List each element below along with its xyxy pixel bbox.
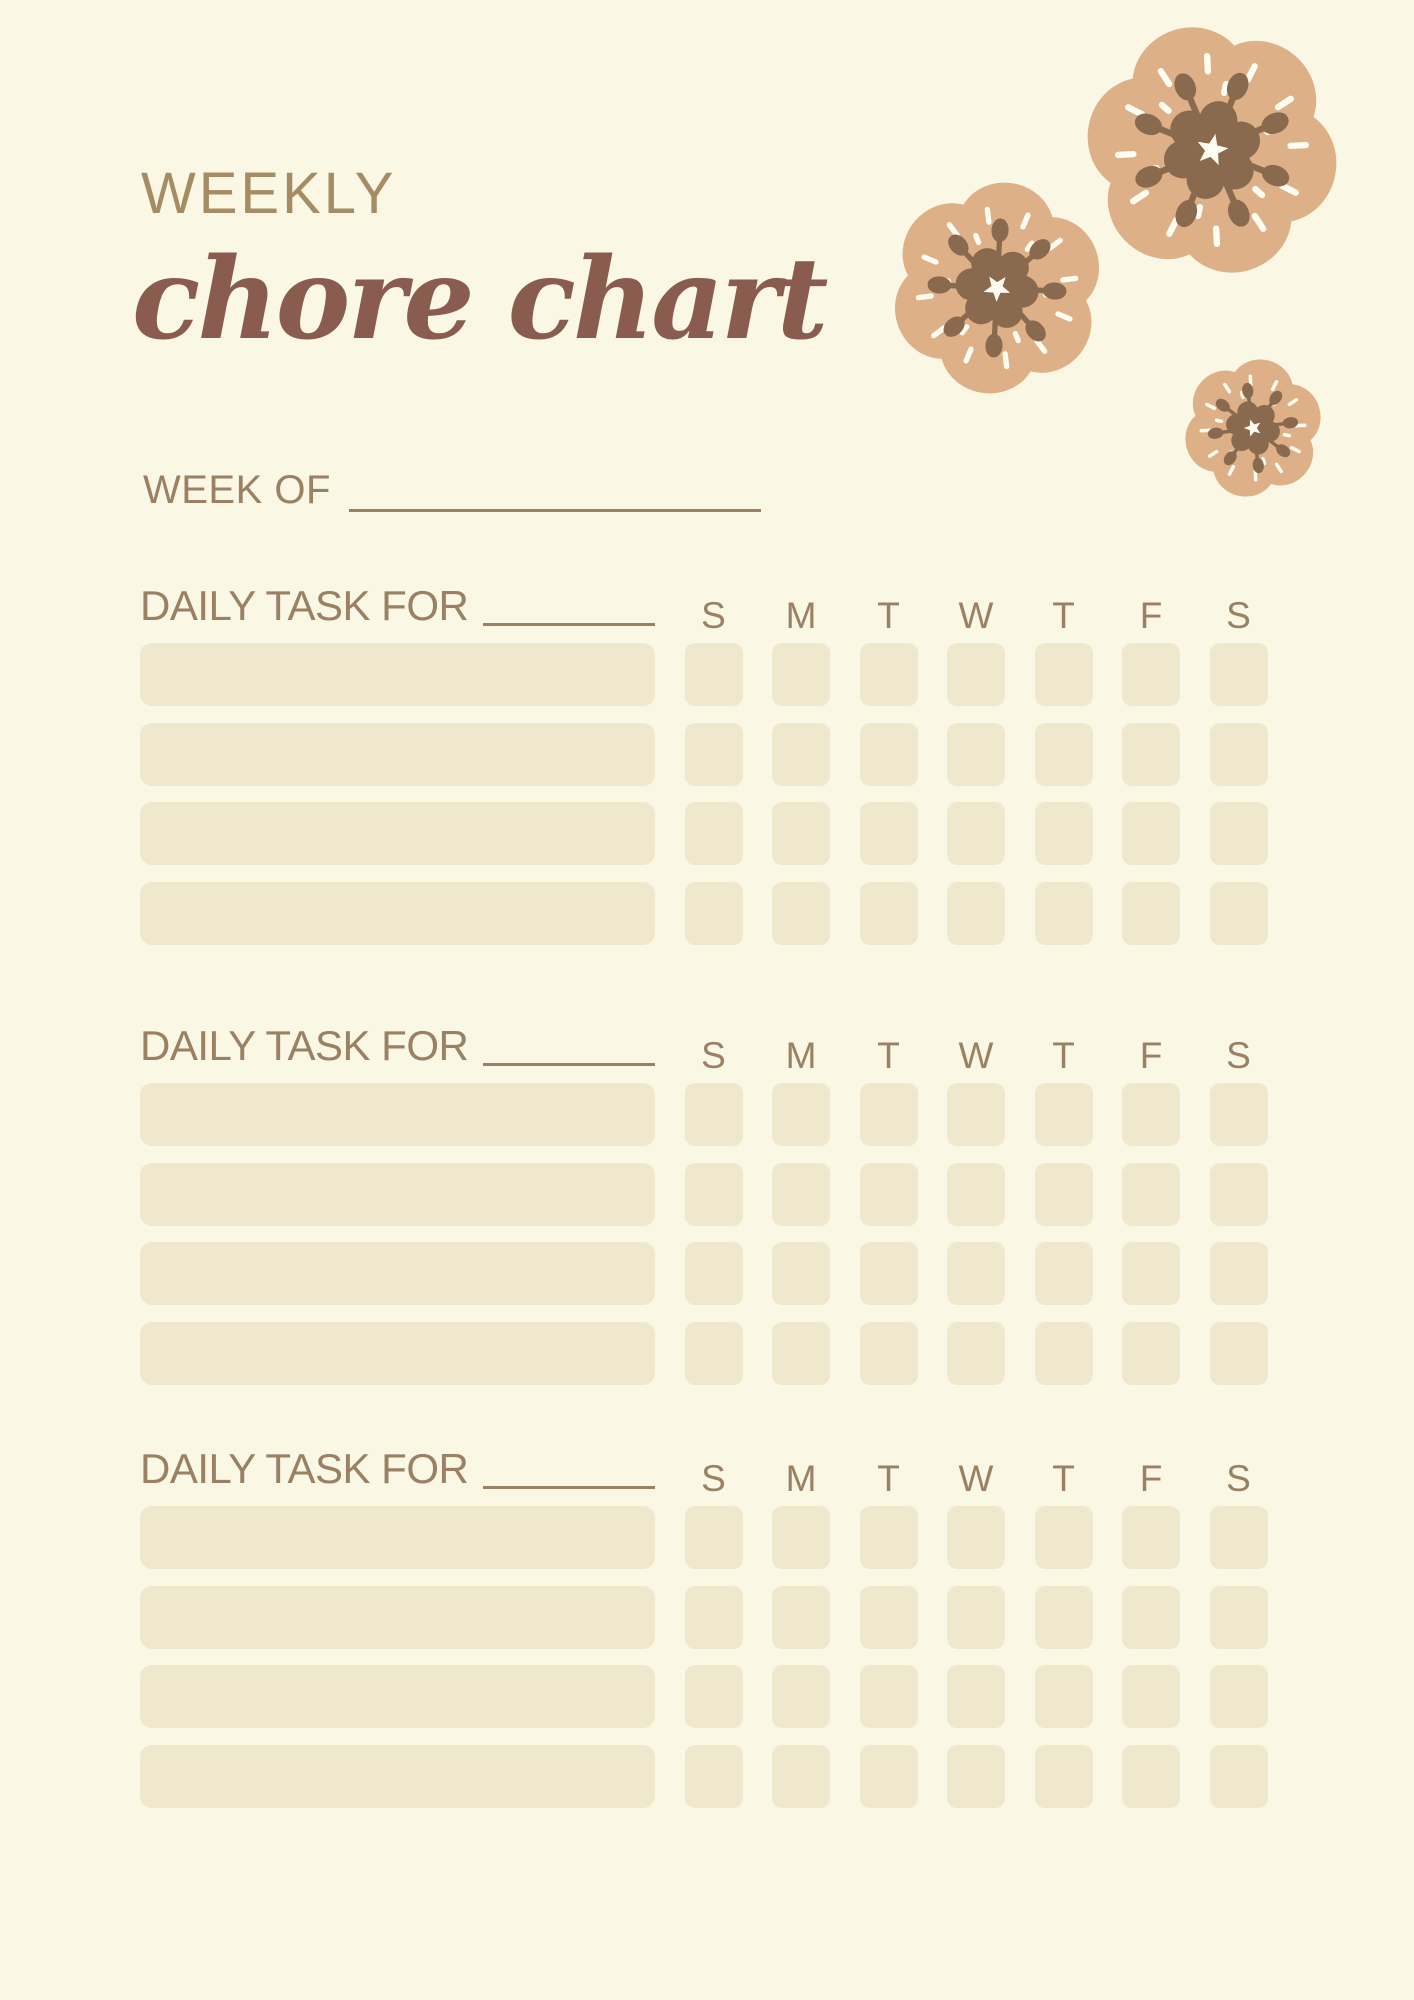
day-checkbox[interactable] — [1122, 1242, 1180, 1305]
day-checkbox[interactable] — [947, 643, 1005, 706]
day-checkbox[interactable] — [685, 1322, 743, 1385]
day-checkbox[interactable] — [1122, 723, 1180, 786]
day-checkbox[interactable] — [1210, 643, 1268, 706]
day-checkbox[interactable] — [1122, 1083, 1180, 1146]
task-input-bar[interactable] — [140, 723, 655, 786]
day-checkbox[interactable] — [860, 1665, 918, 1728]
day-checkbox[interactable] — [1210, 1083, 1268, 1146]
day-letter: M — [785, 1035, 817, 1076]
day-checkbox[interactable] — [947, 882, 1005, 945]
day-checkbox[interactable] — [772, 643, 830, 706]
task-row — [140, 723, 1268, 786]
task-row — [140, 802, 1268, 865]
flower-icon — [1060, 0, 1363, 311]
day-checkbox[interactable] — [1122, 1163, 1180, 1226]
day-checkbox[interactable] — [685, 643, 743, 706]
task-row — [140, 1586, 1268, 1649]
task-row — [140, 882, 1268, 945]
day-checkbox[interactable] — [860, 643, 918, 706]
day-checkbox[interactable] — [860, 802, 918, 865]
task-row — [140, 1163, 1268, 1226]
day-letter: M — [785, 595, 817, 636]
day-checkbox[interactable] — [1035, 723, 1093, 786]
day-checkbox[interactable] — [685, 1242, 743, 1305]
task-name-input-line[interactable] — [483, 1448, 655, 1489]
day-checkbox[interactable] — [1122, 882, 1180, 945]
day-checkbox[interactable] — [1035, 1163, 1093, 1226]
task-row — [140, 1083, 1268, 1146]
task-input-bar[interactable] — [140, 1665, 655, 1728]
day-checkbox[interactable] — [860, 1322, 918, 1385]
task-section — [140, 1022, 1268, 1401]
day-checkbox[interactable] — [947, 802, 1005, 865]
task-input-bar[interactable] — [140, 643, 655, 706]
day-letter: S — [701, 1458, 726, 1499]
day-checkbox[interactable] — [1035, 1665, 1093, 1728]
day-checkbox[interactable] — [772, 723, 830, 786]
flower-icon — [1164, 335, 1343, 520]
day-letter: W — [958, 595, 994, 636]
daily-task-label: DAILY TASK FOR — [140, 1022, 469, 1069]
day-checkbox[interactable] — [947, 1083, 1005, 1146]
day-checkbox[interactable] — [772, 802, 830, 865]
day-checkbox[interactable] — [1210, 1506, 1268, 1569]
day-checkbox[interactable] — [1035, 1745, 1093, 1808]
section-header — [140, 1445, 1268, 1499]
day-checkbox[interactable] — [947, 723, 1005, 786]
day-letter: S — [1226, 1035, 1251, 1076]
section-header — [140, 582, 1268, 636]
day-checkbox[interactable] — [1122, 1745, 1180, 1808]
task-section — [140, 582, 1268, 961]
day-checkbox[interactable] — [772, 1506, 830, 1569]
day-checkbox[interactable] — [860, 882, 918, 945]
day-checkbox[interactable] — [685, 1506, 743, 1569]
day-checkbox[interactable] — [1210, 1163, 1268, 1226]
task-input-bar[interactable] — [140, 802, 655, 865]
day-letter: W — [958, 1458, 994, 1499]
checkbox-grid — [140, 1506, 1268, 1808]
day-checkbox[interactable] — [685, 1586, 743, 1649]
day-checkbox[interactable] — [860, 1586, 918, 1649]
day-checkbox[interactable] — [1210, 1745, 1268, 1808]
day-letter: T — [1052, 595, 1075, 636]
day-checkbox[interactable] — [1210, 882, 1268, 945]
day-letter: F — [1139, 595, 1163, 636]
day-checkbox[interactable] — [772, 1586, 830, 1649]
day-letter: T — [1052, 1035, 1075, 1076]
task-row — [140, 1745, 1268, 1808]
daily-task-label: DAILY TASK FOR — [140, 1445, 469, 1492]
task-row — [140, 1322, 1268, 1385]
day-checkbox[interactable] — [1210, 1586, 1268, 1649]
day-checkbox[interactable] — [772, 1083, 830, 1146]
day-checkbox[interactable] — [1210, 723, 1268, 786]
week-of-row — [143, 468, 761, 512]
day-checkbox[interactable] — [685, 723, 743, 786]
task-name-input-line[interactable] — [483, 585, 655, 626]
day-letter: T — [877, 1458, 900, 1499]
day-checkbox[interactable] — [685, 1083, 743, 1146]
day-checkbox[interactable] — [947, 1242, 1005, 1305]
day-letter: S — [1226, 1458, 1251, 1499]
day-checkbox[interactable] — [1035, 1506, 1093, 1569]
task-input-bar[interactable] — [140, 1242, 655, 1305]
day-checkbox[interactable] — [772, 1745, 830, 1808]
day-checkbox[interactable] — [947, 1665, 1005, 1728]
day-checkbox[interactable] — [1035, 802, 1093, 865]
task-input-bar[interactable] — [140, 1586, 655, 1649]
day-checkbox[interactable] — [1035, 882, 1093, 945]
day-checkbox[interactable] — [772, 1665, 830, 1728]
day-checkbox[interactable] — [772, 1163, 830, 1226]
day-checkbox[interactable] — [860, 1506, 918, 1569]
task-section — [140, 1445, 1268, 1824]
task-row — [140, 1242, 1268, 1305]
day-checkbox[interactable] — [947, 1586, 1005, 1649]
task-row — [140, 1506, 1268, 1569]
day-letter: T — [877, 1035, 900, 1076]
day-checkbox[interactable] — [1210, 1322, 1268, 1385]
task-row — [140, 1665, 1268, 1728]
day-letter: T — [1052, 1458, 1075, 1499]
day-checkbox[interactable] — [685, 882, 743, 945]
day-checkbox[interactable] — [860, 1163, 918, 1226]
day-checkbox[interactable] — [1035, 643, 1093, 706]
checkbox-grid — [140, 1083, 1268, 1385]
day-letter: S — [701, 595, 726, 636]
day-checkbox[interactable] — [772, 1322, 830, 1385]
day-checkbox[interactable] — [1210, 1665, 1268, 1728]
day-checkbox[interactable] — [1035, 1242, 1093, 1305]
day-checkbox[interactable] — [772, 882, 830, 945]
day-checkbox[interactable] — [1122, 1586, 1180, 1649]
week-of-label: WEEK OF — [143, 468, 331, 512]
section-header — [140, 1022, 1268, 1076]
day-checkbox[interactable] — [1122, 1322, 1180, 1385]
day-checkbox[interactable] — [685, 1665, 743, 1728]
day-checkbox[interactable] — [860, 723, 918, 786]
task-input-bar[interactable] — [140, 1083, 655, 1146]
task-row — [140, 643, 1268, 706]
day-checkbox[interactable] — [947, 1163, 1005, 1226]
day-letter: T — [877, 595, 900, 636]
task-input-bar[interactable] — [140, 1163, 655, 1226]
day-checkbox[interactable] — [1035, 1083, 1093, 1146]
day-letter: F — [1139, 1035, 1163, 1076]
flower-decoration — [850, 0, 1414, 520]
day-checkbox[interactable] — [860, 1242, 918, 1305]
week-of-input-line[interactable] — [349, 469, 761, 512]
task-input-bar[interactable] — [140, 882, 655, 945]
day-checkbox[interactable] — [860, 1745, 918, 1808]
day-letter: S — [701, 1035, 726, 1076]
task-input-bar[interactable] — [140, 1506, 655, 1569]
day-letter: S — [1226, 595, 1251, 636]
page-title: chore chart — [132, 234, 826, 365]
day-checkbox[interactable] — [1122, 1506, 1180, 1569]
day-checkbox[interactable] — [685, 1745, 743, 1808]
day-checkbox[interactable] — [947, 1745, 1005, 1808]
day-checkbox[interactable] — [860, 1083, 918, 1146]
day-letter: M — [785, 1458, 817, 1499]
day-checkbox[interactable] — [1122, 802, 1180, 865]
checkbox-grid — [140, 643, 1268, 945]
page-title-eyebrow: WEEKLY — [141, 161, 397, 226]
day-checkbox[interactable] — [1210, 802, 1268, 865]
day-checkbox[interactable] — [1122, 643, 1180, 706]
day-checkbox[interactable] — [1035, 1322, 1093, 1385]
daily-task-label: DAILY TASK FOR — [140, 582, 469, 629]
day-checkbox[interactable] — [1122, 1665, 1180, 1728]
day-checkbox[interactable] — [685, 802, 743, 865]
day-checkbox[interactable] — [947, 1322, 1005, 1385]
day-checkbox[interactable] — [1210, 1242, 1268, 1305]
day-checkbox[interactable] — [947, 1506, 1005, 1569]
day-checkbox[interactable] — [685, 1163, 743, 1226]
task-input-bar[interactable] — [140, 1322, 655, 1385]
day-checkbox[interactable] — [1035, 1586, 1093, 1649]
task-name-input-line[interactable] — [483, 1025, 655, 1066]
day-letter: W — [958, 1035, 994, 1076]
day-checkbox[interactable] — [772, 1242, 830, 1305]
task-input-bar[interactable] — [140, 1745, 655, 1808]
day-letter: F — [1139, 1458, 1163, 1499]
